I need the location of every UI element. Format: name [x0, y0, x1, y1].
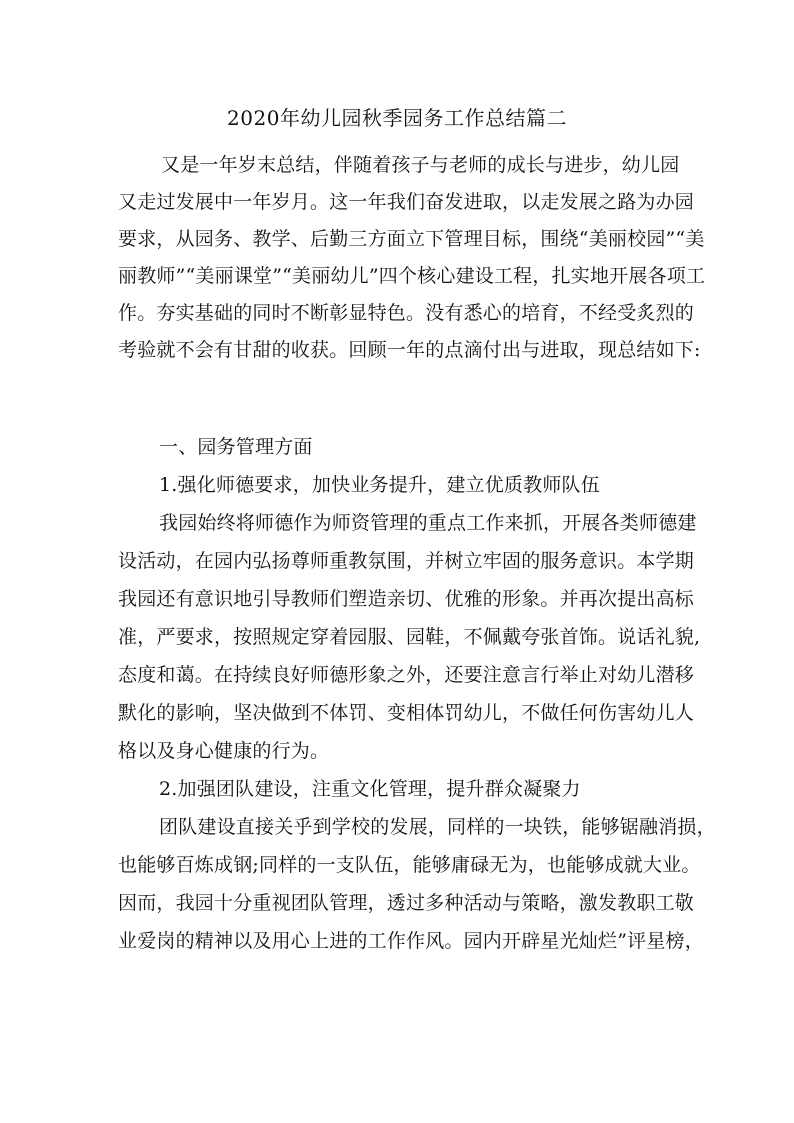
subsection-1-line-6: 默化的影响，坚决做到不体罚、变相体罚幼儿，不做任何伤害幼儿人 [118, 702, 695, 724]
subsection-1-line-5: 态度和蔼。在持续良好师德形象之外，还要注意言行举止对幼儿潜移 [118, 664, 695, 686]
subsection-1-line-3: 我园还有意识地引导教师们塑造亲切、优雅的形象。并再次提出高标 [118, 588, 695, 610]
subsection-2-line-4: 业爱岗的精神以及用心上进的工作作风。园内开辟星光灿烂”评星榜， [118, 930, 704, 952]
subsection-2-line-3: 因而，我园十分重视团队管理，透过多种活动与策略，激发教职工敬 [118, 892, 695, 914]
subsection-1-line-7: 格以及身心健康的行为。 [118, 740, 330, 762]
section-heading: 一、园务管理方面 [159, 436, 313, 458]
intro-line-1: 又是一年岁末总结，伴随着孩子与老师的成长与进步，幼儿园 [161, 154, 680, 176]
subsection-2-line-2: 也能够百炼成钢;同样的一支队伍，能够庸碌无为，也能够成就大业。 [118, 854, 701, 876]
intro-line-4: 丽教师”“美丽课堂”“美丽幼儿”四个核心建设工程，扎实地开展各项工 [118, 265, 706, 287]
intro-line-6: 考验就不会有甘甜的收获。回顾一年的点滴付出与进取，现总结如下: [118, 339, 701, 361]
subsection-2-heading: 2.加强团队建设，注重文化管理，提升群众凝聚力 [159, 778, 581, 800]
subsection-1-line-1: 我园始终将师德作为师资管理的重点工作来抓，开展各类师德建 [159, 512, 697, 534]
subsection-1-line-2: 设活动，在园内弘扬尊师重教氛围，并树立牢固的服务意识。本学期 [118, 550, 695, 572]
intro-line-2: 又走过发展中一年岁月。这一年我们奋发进取，以走发展之路为办园 [118, 191, 695, 213]
subsection-1-line-4: 准，严要求，按照规定穿着园服、园鞋，不佩戴夸张首饰。说话礼貌, [118, 626, 701, 648]
document-title: 2020年幼儿园秋季园务工作总结篇二 [227, 106, 567, 130]
subsection-1-heading: 1.强化师德要求，加快业务提升，建立优质教师队伍 [159, 474, 600, 496]
intro-line-5: 作。夯实基础的同时不断彰显特色。没有悉心的培育，不经受炙烈的 [118, 302, 695, 324]
intro-line-3: 要求，从园务、教学、后勤三方面立下管理目标，围绕“美丽校园”“美 [118, 228, 705, 250]
subsection-2-line-1: 团队建设直接关乎到学校的发展，同样的一块铁，能够锯融消损， [159, 816, 716, 838]
